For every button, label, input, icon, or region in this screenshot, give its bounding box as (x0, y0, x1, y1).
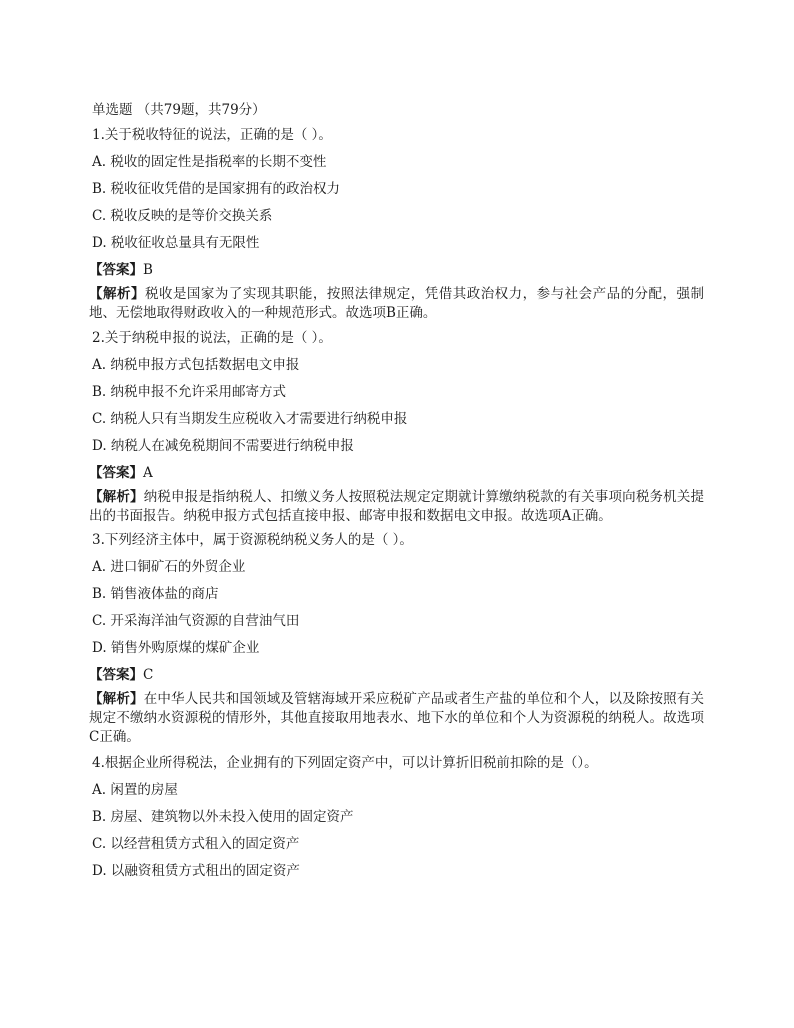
option-c: C. 纳税人只有当期发生应税收入才需要进行纳税申报 (92, 411, 408, 427)
analysis-label: 【解析】 (89, 489, 144, 505)
answer-line (89, 462, 704, 484)
question-2 (89, 327, 705, 526)
document-content (89, 99, 705, 887)
option-a: A. 纳税申报方式包括数据电文申报 (92, 357, 300, 373)
option-b: B. 税收征收凭借的是国家拥有的政治权力 (92, 181, 341, 197)
option-d: D. 以融资租赁方式租出的固定资产 (92, 863, 300, 879)
option-c: C. 以经营租赁方式租入的固定资产 (92, 836, 300, 852)
option-c: C. 开采海洋油气资源的自营油气田 (92, 613, 300, 629)
analysis-label: 【解析】 (89, 691, 144, 707)
analysis-block (89, 488, 704, 526)
analysis-label: 【解析】 (89, 286, 145, 302)
analysis-block (89, 690, 704, 747)
answer-label: 【答案】 (89, 262, 143, 278)
option-a: A. 闲置的房屋 (92, 782, 178, 798)
question-1 (89, 124, 705, 323)
question-stem: 2.关于纳税申报的说法，正确的是（ ）。 (92, 330, 332, 346)
answer-line (89, 664, 704, 686)
question-3 (89, 529, 705, 747)
option-a: A. 进口铜矿石的外贸企业 (92, 559, 246, 575)
question-stem: 3.下列经济主体中，属于资源税纳税义务人的是（ ）。 (92, 532, 413, 548)
option-b: B. 房屋、建筑物以外未投入使用的固定资产 (92, 809, 354, 825)
option-b: B. 纳税申报不允许采用邮寄方式 (92, 384, 287, 400)
answer-value: C (143, 667, 154, 683)
option-a: A. 税收的固定性是指税率的长期不变性 (92, 154, 327, 170)
option-d: D. 纳税人在减免税期间不需要进行纳税申报 (92, 438, 354, 454)
option-b: B. 销售液体盐的商店 (92, 586, 219, 602)
answer-label: 【答案】 (89, 667, 143, 683)
option-c: C. 税收反映的是等价交换关系 (92, 208, 273, 224)
option-d: D. 税收征收总量具有无限性 (92, 235, 260, 251)
section-summary: （共79题，共79分） (136, 102, 266, 118)
analysis-text: 在中华人民共和国领域及管辖海域开采应税矿产品或者生产盐的单位和个人，以及除按照有关规定不缴纳水资源税的情形外，其他直接取用地表水、地下水的单位和个人为资源税的纳税人。故选项C正确。 (89, 691, 705, 745)
option-d: D. 销售外购原煤的煤矿企业 (92, 640, 260, 656)
answer-label: 【答案】 (89, 465, 143, 481)
analysis-block (89, 285, 704, 323)
analysis-text: 纳税申报是指纳税人、扣缴义务人按照税法规定定期就计算缴纳税款的有关事项向税务机关提出的书面报告。纳税申报方式包括直接申报、邮寄申报和数据电文申报。故选项A正确。 (89, 489, 705, 524)
answer-value: B (143, 262, 153, 278)
answer-line (89, 259, 704, 281)
section-title: 单选题 (92, 102, 133, 118)
section-header (92, 99, 704, 121)
answer-value: A (143, 465, 153, 481)
question-4 (92, 752, 704, 882)
question-stem: 1.关于税收特征的说法，正确的是（ ）。 (92, 127, 332, 143)
question-stem: 4.根据企业所得税法，企业拥有的下列固定资产中，可以计算折旧税前扣除的是（）。 (92, 755, 598, 771)
analysis-text: 税收是国家为了实现其职能，按照法律规定，凭借其政治权力，参与社会产品的分配，强制地、无偿地取得财政收入的一种规范形式。故选项B正确。 (89, 286, 705, 321)
